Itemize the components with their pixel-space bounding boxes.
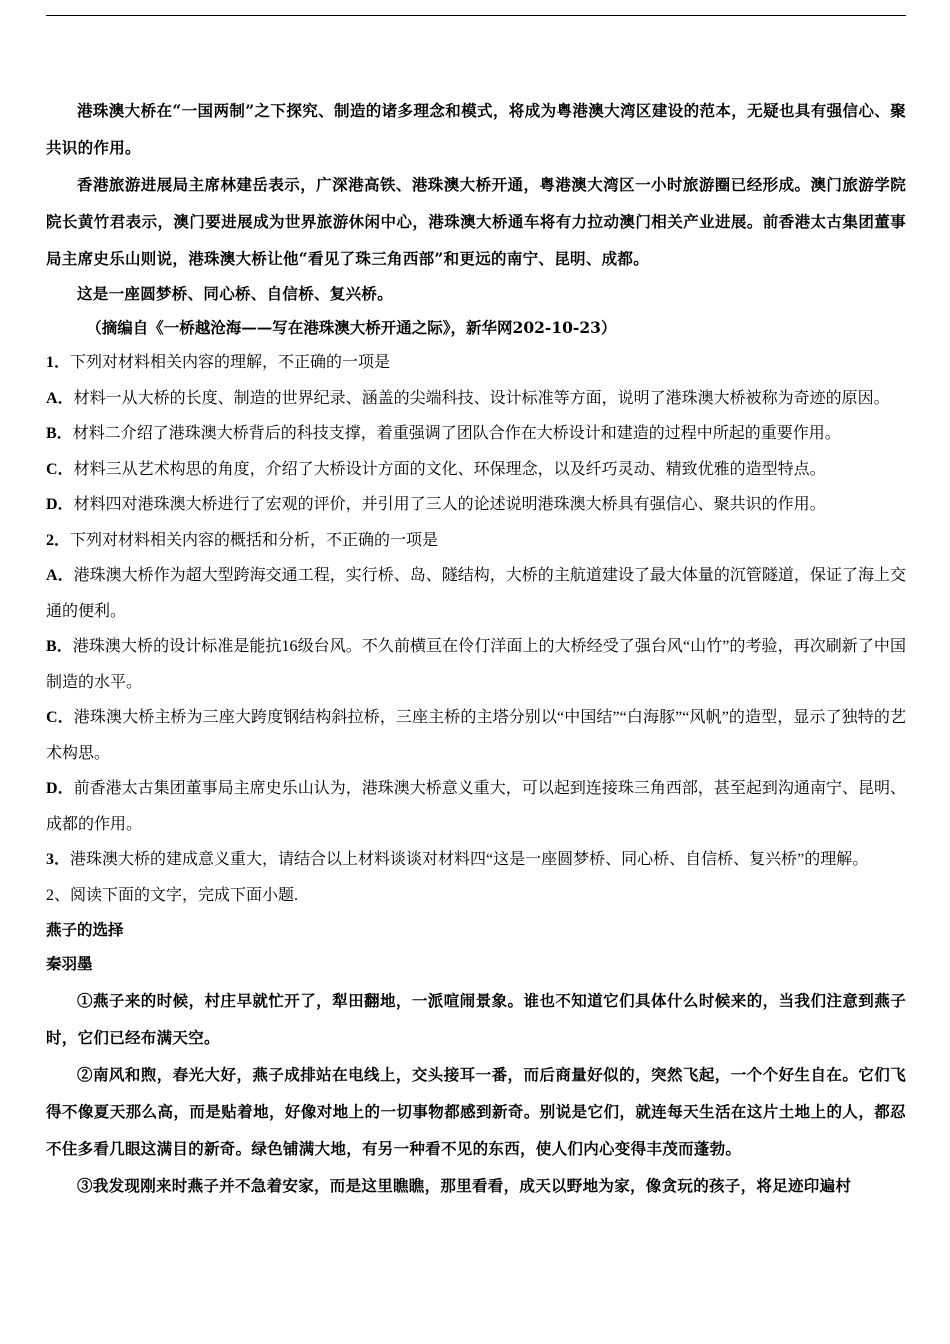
option-label: B． [46, 638, 73, 655]
material4-source: （摘编自《一桥越沧海——写在港珠澳大桥开通之际》，新华网202-10-23） [86, 318, 617, 337]
question-2-stem: 下列对材料相关内容的概括和分析，不正确的一项是 [70, 531, 439, 549]
question-3 [46, 842, 906, 878]
question-2-option-b [46, 629, 906, 700]
question-1-option-b [46, 416, 906, 452]
option-text: 材料二介绍了港珠澳大桥背后的科技支撑，着重强调了团队合作在大桥设计和建造的过程中所起的重要作用。 [72, 425, 841, 442]
question-1-option-a [46, 381, 906, 417]
option-label: A． [46, 567, 74, 584]
material4-paragraph-2: 香港旅游进展局主席林建岳表示，广深港高铁、港珠澳大桥开通，粤港澳大湾区一小时旅游圈已经形成。澳门旅游学院院长黄竹君表示，澳门要进展成为世界旅游休闲中心，港珠澳大桥通车将有力拉动澳门相关产业进展。前香港太古集团董事局主席史乐山则说，港珠澳大桥让他“看见了珠三角西部”和更远的南宁、昆明、成都。 [46, 175, 906, 268]
option-label: A． [46, 389, 74, 407]
essay-paragraph-2: ②南风和煦，春光大好，燕子成排站在电线上，交头接耳一番，而后商量好似的，突然飞起，一个个好生自在。它们飞得不像夏天那么高，而是贴着地，好像对地上的一切事物都感到新奇。别说是它们，就连每天生活在这片土地上的人，都忍不住多看几眼这满目的新奇。绿色铺满大地，有另一种看不见的东西，使人们内心变得丰茂而蓬勃。 [46, 1064, 906, 1158]
section-2-heading: 2、阅读下面的文字，完成下面小题. [46, 886, 299, 904]
option-text: 港珠澳大桥的设计标准是能抗16级台风。不久前横亘在伶仃洋面上的大桥经受了强台风“山竹”的考验，再次刷新了中国制造的水平。 [46, 638, 906, 691]
option-label: B． [46, 425, 73, 442]
option-text: 材料三从艺术构思的角度，介绍了大桥设计方面的文化、环保理念，以及纤巧灵动、精致优雅的造型特点。 [73, 460, 826, 478]
question-1-stem: 下列对材料相关内容的理解，不正确的一项是 [70, 354, 391, 371]
question-1-option-d [46, 487, 906, 523]
option-label: C． [46, 709, 74, 726]
essay-author: 秦羽墨 [46, 954, 93, 973]
essay-title: 燕子的选择 [46, 919, 124, 939]
question-3-text: 港珠澳大桥的建成意义重大，请结合以上材料谈谈对材料四“这是一座圆梦桥、同心桥、自信桥、复兴桥”的理解。 [70, 851, 869, 868]
question-2-option-a [46, 558, 906, 629]
document-content [46, 92, 906, 1204]
option-text: 港珠澳大桥主桥为三座大跨度钢结构斜拉桥，三座主桥的主塔分别以“中国结”“白海豚”“风帆”的造型，显示了独特的艺术构思。 [46, 709, 906, 762]
option-text: 前香港太古集团董事局主席史乐山认为，港珠澳大桥意义重大，可以起到连接珠三角西部，甚至起到沟通南宁、昆明、成都的作用。 [46, 780, 906, 833]
question-1 [46, 345, 906, 381]
option-text: 港珠澳大桥作为超大型跨海交通工程，实行桥、岛、隧结构，大桥的主航道建设了最大体量的沉管隧道，保证了海上交通的便利。 [46, 567, 906, 620]
essay-paragraph-1: ①燕子来的时候，村庄早就忙开了，犁田翻地，一派喧闹景象。谁也不知道它们具体什么时候来的，当我们注意到燕子时，它们已经布满天空。 [46, 990, 906, 1047]
material4-paragraph-3: 这是一座圆梦桥、同心桥、自信桥、复兴桥。 [77, 284, 394, 303]
question-2 [46, 523, 906, 559]
option-text: 材料四对港珠澳大桥进行了宏观的评价，并引用了三人的论述说明港珠澳大桥具有强信心、聚共识的作用。 [73, 496, 826, 513]
header-rule [46, 15, 906, 16]
option-label: C． [46, 460, 74, 478]
question-1-option-c [46, 452, 906, 488]
question-2-option-d [46, 771, 906, 842]
option-label: D． [46, 780, 74, 797]
question-2-option-c [46, 700, 906, 771]
essay-paragraph-3: ③我发现刚来时燕子并不急着安家，而是这里瞧瞧，那里看看，成天以野地为家，像贪玩的孩子，将足迹印遍村 [77, 1175, 852, 1195]
material4-paragraph-1: 港珠澳大桥在“一国两制”之下探究、制造的诸多理念和模式，将成为粤港澳大湾区建设的范本，无疑也具有强信心、聚共识的作用。 [46, 101, 906, 157]
question-2-number: 2． [46, 531, 71, 549]
option-label: D． [46, 496, 74, 513]
question-3-number: 3． [46, 851, 71, 868]
question-1-number: 1． [46, 354, 71, 371]
option-text: 材料一从大桥的长度、制造的世界纪录、涵盖的尖端科技、设计标准等方面，说明了港珠澳大桥被称为奇迹的原因。 [73, 389, 890, 407]
